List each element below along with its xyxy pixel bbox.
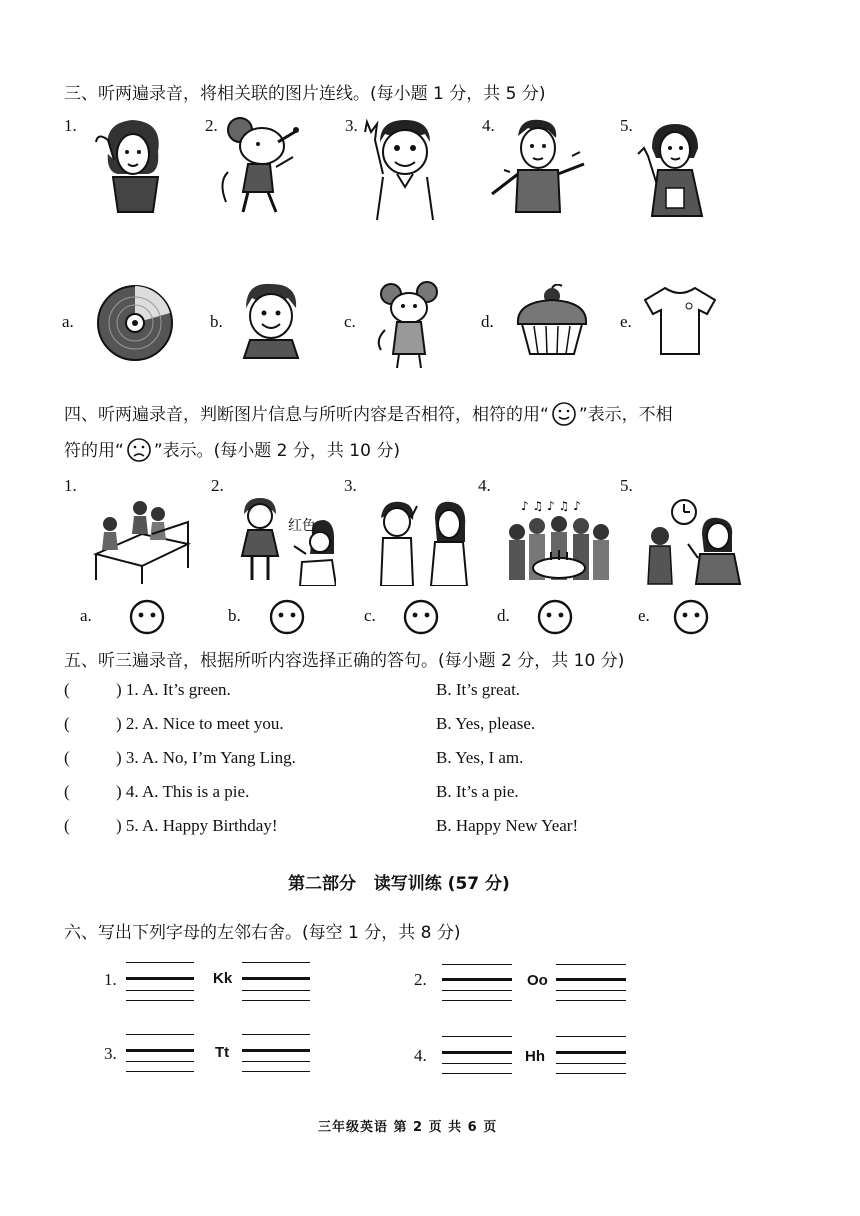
writing-line: [442, 990, 512, 991]
q5-row-5-a: ) 5. A. Happy Birthday!: [116, 816, 278, 835]
writing-line: [556, 1063, 626, 1064]
s6-item-3-num: 3.: [104, 1044, 117, 1063]
writing-line: [126, 1049, 194, 1052]
q5-row-5-b: B. Happy New Year!: [436, 816, 579, 835]
writing-line: [242, 990, 310, 991]
q5-row-3-a: ) 3. A. No, I’m Yang Ling.: [116, 748, 296, 767]
part2-title: 第二部分 读写训练 (57 分): [288, 874, 510, 894]
s3-label-d: d.: [481, 312, 494, 331]
writing-line: [242, 1061, 310, 1062]
boy-waving-icon: [355, 112, 445, 222]
writing-line: [556, 1036, 626, 1037]
picture-text-red: 红色: [288, 518, 316, 534]
s3-label-5: 5.: [620, 116, 633, 135]
s3-label-b: b.: [210, 312, 223, 331]
writing-line: [242, 1034, 310, 1035]
q5-row-4-b: B. It’s a pie.: [436, 782, 519, 801]
s6-item-2-num: 2.: [414, 970, 427, 989]
writing-line: [556, 978, 626, 981]
answer-face-a-icon[interactable]: [128, 598, 166, 636]
answer-face-b-icon[interactable]: [268, 598, 306, 636]
cd-disc-icon: [95, 283, 175, 363]
s3-label-e: e.: [620, 312, 632, 331]
s3-label-1: 1.: [64, 116, 77, 135]
q5-row-1-b: B. It’s great.: [436, 680, 521, 699]
s6-item-1-letters: Kk: [213, 970, 233, 987]
section6-title: 六、写出下列字母的左邻右舍。(每空 1 分，共 8 分): [64, 923, 461, 943]
s3-label-a: a.: [62, 312, 74, 331]
answer-face-c-icon[interactable]: [402, 598, 440, 636]
girl-and-woman-icon: [236, 494, 336, 586]
q5-row-2: (: [64, 714, 70, 733]
q5-row-3: (: [64, 748, 70, 767]
writing-line: [556, 1051, 626, 1054]
q5-row-2-b: B. Yes, please.: [436, 714, 536, 733]
section5-title: 五、听三遍录音，根据所听内容选择正确的答句。(每小题 2 分，共 10 分): [64, 651, 625, 671]
birthday-party-icon: [503, 494, 613, 586]
mouse-icon: [218, 112, 303, 217]
writing-line: [442, 1000, 512, 1001]
writing-line: [242, 977, 310, 980]
writing-line: [126, 1000, 194, 1001]
s6-item-4-letters: Hh: [525, 1048, 545, 1065]
writing-line: [126, 1071, 194, 1072]
writing-line: [442, 1073, 512, 1074]
writing-line: [556, 964, 626, 965]
q5-row-2-a: ) 2. A. Nice to meet you.: [116, 714, 284, 733]
s4-label-5: 5.: [620, 476, 633, 495]
writing-line: [242, 962, 310, 963]
writing-line: [442, 964, 512, 965]
s6-item-4-num: 4.: [414, 1046, 427, 1065]
q5-row-1: (: [64, 680, 70, 699]
section4-title-line1: 四、听两遍录音，判断图片信息与所听内容是否相符，相符的用“ ”表示，不相: [64, 400, 673, 427]
writing-line: [556, 1073, 626, 1074]
s6-item-1-num: 1.: [104, 970, 117, 989]
writing-line: [126, 977, 194, 980]
q5-row-3-b: B. Yes, I am.: [436, 748, 524, 767]
writing-line: [126, 962, 194, 963]
writing-line: [442, 1063, 512, 1064]
writing-line: [126, 990, 194, 991]
s3-label-2: 2.: [205, 116, 218, 135]
s4-answer-label-a: a.: [80, 606, 92, 625]
writing-line: [242, 1000, 310, 1001]
writing-line: [556, 990, 626, 991]
s4-label-4: 4.: [478, 476, 491, 495]
s4-answer-label-b: b.: [228, 606, 241, 625]
s3-label-c: c.: [344, 312, 356, 331]
writing-line: [126, 1061, 194, 1062]
woman-waving-icon-2: [630, 118, 720, 218]
writing-line: [556, 1000, 626, 1001]
s3-label-4: 4.: [482, 116, 495, 135]
svg-text:♪ ♫ ♪ ♫ ♪: ♪ ♫ ♪ ♫ ♪: [521, 499, 581, 513]
s3-label-3: 3.: [345, 116, 358, 135]
s4-answer-label-c: c.: [364, 606, 376, 625]
s4-answer-label-e: e.: [638, 606, 650, 625]
tshirt-icon: [643, 284, 718, 356]
boy-shrug-icon: [488, 112, 588, 217]
section4-title-line2: 符的用“ ”表示。(每小题 2 分，共 10 分): [64, 436, 400, 463]
clock-people-icon: [642, 496, 742, 586]
sad-face-icon: [124, 437, 154, 463]
s4-label-3: 3.: [344, 476, 357, 495]
writing-line: [442, 1036, 512, 1037]
boy-face-icon: [236, 280, 306, 360]
s6-item-3-letters: Tt: [215, 1044, 230, 1061]
writing-line: [126, 1034, 194, 1035]
writing-line: [442, 1051, 512, 1054]
cupcake-icon: [512, 284, 592, 356]
q5-row-4-a: ) 4. A. This is a pie.: [116, 782, 250, 801]
s6-item-2-letters: Oo: [527, 972, 548, 989]
mouse-standing-icon: [375, 280, 445, 370]
q5-row-4: (: [64, 782, 70, 801]
answer-face-d-icon[interactable]: [536, 598, 574, 636]
writing-line: [442, 978, 512, 981]
q5-row-5: (: [64, 816, 70, 835]
s4-label-1: 1.: [64, 476, 77, 495]
writing-line: [242, 1049, 310, 1052]
s4-answer-label-d: d.: [497, 606, 510, 625]
woman-waving-icon: [88, 112, 178, 217]
writing-line: [242, 1071, 310, 1072]
section3-title: 三、听两遍录音，将相关联的图片连线。(每小题 1 分，共 5 分): [64, 84, 546, 104]
classroom-desks-icon: [92, 494, 192, 584]
s4-label-2: 2.: [211, 476, 224, 495]
smile-face-icon: [549, 401, 579, 427]
page-footer: 三年级英语 第 2 页 共 6 页: [318, 1120, 498, 1135]
two-people-greeting-icon: [375, 496, 470, 586]
answer-face-e-icon[interactable]: [672, 598, 710, 636]
q5-row-1-a: ) 1. A. It’s green.: [116, 680, 231, 699]
